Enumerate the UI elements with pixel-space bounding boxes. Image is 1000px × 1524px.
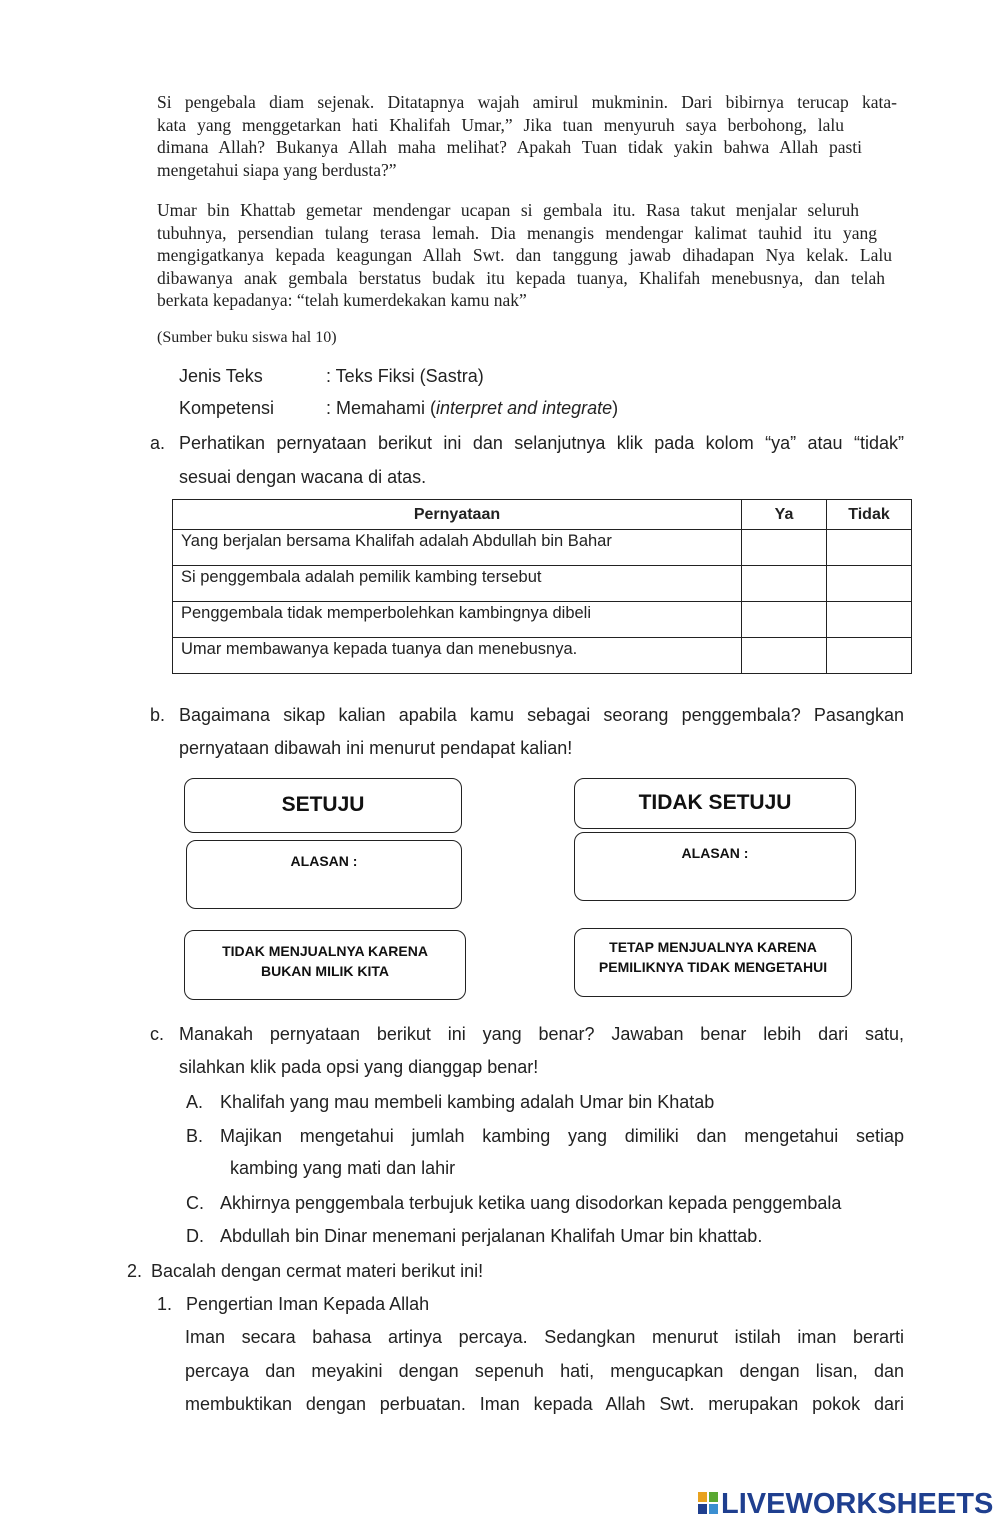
card-left-line2: BUKAN MILIK KITA <box>260 963 390 979</box>
statement-cell: Yang berjalan bersama Khalifah adalah Abdullah bin Bahar <box>173 530 742 566</box>
passage-line: mengigatkanya kepada keagungan Allah Swt. dan tanggung jawab dihadapan Nya kelak. Lalu <box>157 245 892 265</box>
setuju-box: SETUJU <box>184 778 462 833</box>
option-a[interactable] <box>186 1092 714 1113</box>
option-a-letter: A. <box>186 1092 204 1112</box>
section2-sub-number: 1. <box>157 1294 173 1314</box>
card-right-line2: PEMILIKNYA TIDAK MENGETAHUI <box>598 959 828 975</box>
option-b-line1 <box>186 1126 904 1147</box>
passage-line: mengetahui siapa yang berdusta?” <box>157 159 397 180</box>
tidak-option-cell[interactable] <box>827 530 912 566</box>
passage-line: dibawanya anak gembala berstatus budak itu kepada tuanya, Khalifah menebusnya, dan telah <box>157 267 885 288</box>
section2-number: 2. <box>127 1261 143 1281</box>
liveworksheets-logo-icon <box>697 1490 719 1516</box>
section2-body-line: Iman secara bahasa artinya percaya. Sedangkan menurut istilah iman berarti <box>185 1327 904 1347</box>
option-d[interactable] <box>186 1226 762 1247</box>
header-ya: Ya <box>742 500 827 530</box>
option-d-letter: D. <box>186 1226 204 1246</box>
option-c-text: Akhirnya penggembala terbujuk ketika uang disodorkan kepada penggembala <box>220 1193 842 1213</box>
option-c-letter: C. <box>186 1193 204 1213</box>
option-b[interactable] <box>186 1126 904 1179</box>
kompetensi-suffix: ) <box>612 398 619 418</box>
option-c[interactable] <box>186 1193 841 1214</box>
question-a-line1: Perhatikan pernyataan berikut ini dan selanjutnya klik pada kolom “ya” atau “tidak” <box>179 433 904 453</box>
passage-line: berkata kepadanya: “telah kumerdekakan kamu nak” <box>157 290 527 310</box>
tidak-option-cell[interactable] <box>827 566 912 602</box>
question-b-letter: b. <box>150 705 166 725</box>
statement-cell: Si penggembala adalah pemilik kambing tersebut <box>173 566 742 602</box>
kompetensi-prefix: : Memahami ( <box>326 398 437 418</box>
table-row <box>173 566 912 602</box>
table-header-row <box>173 500 912 530</box>
question-b-line1: Bagaimana sikap kalian apabila kamu sebagai seorang penggembala? Pasangkan <box>179 705 904 725</box>
ya-option-cell[interactable] <box>742 602 827 638</box>
passage-line: kata yang menggetarkan hati Khalifah Umar,” Jika tuan menyuruh saya berbohong, lalu <box>157 114 844 135</box>
source-citation: (Sumber buku siswa hal 10) <box>157 329 337 346</box>
table-row <box>173 530 912 566</box>
header-tidak: Tidak <box>827 500 912 530</box>
statement-cell: Penggembala tidak memperbolehkan kambingnya dibeli <box>173 602 742 638</box>
brand-name: LIVEWORKSHEETS <box>721 1488 994 1520</box>
ya-option-cell[interactable] <box>742 530 827 566</box>
question-b-line2: pernyataan dibawah ini menurut pendapat kalian! <box>179 738 573 758</box>
statement-table <box>172 499 912 674</box>
question-c-line1: Manakah pernyataan berikut ini yang benar? Jawaban benar lebih dari satu, <box>179 1024 904 1044</box>
draggable-card-right[interactable] <box>574 928 852 997</box>
kompetensi-label: Kompetensi <box>179 398 275 418</box>
passage-line: tubuhnya, persendian tulang terasa lemah. Dia menangis mendengar kalimat tauhid itu yang <box>157 222 877 243</box>
draggable-card-left[interactable] <box>184 930 466 1000</box>
alasan-right-dropzone[interactable] <box>574 832 856 901</box>
table-row <box>173 638 912 674</box>
card-left-line1: TIDAK MENJUALNYA KARENA <box>222 943 428 959</box>
question-c-line2: silahkan klik pada opsi yang dianggap benar! <box>179 1057 539 1077</box>
jenis-teks-value: : Teks Fiksi (Sastra) <box>326 366 484 386</box>
passage-line: dimana Allah? Bukanya Allah maha melihat? Apakah Tuan tidak yakin bahwa Allah pasti <box>157 137 862 157</box>
jenis-teks-label: Jenis Teks <box>179 366 263 386</box>
header-pernyataan: Pernyataan <box>173 500 742 530</box>
tidak-option-cell[interactable] <box>827 638 912 674</box>
question-a-line2: sesuai dengan wacana di atas. <box>179 467 427 487</box>
alasan-right-label: ALASAN : <box>681 845 749 861</box>
option-b-text: Majikan mengetahui jumlah kambing yang dimiliki dan mengetahui setiap <box>220 1126 904 1146</box>
tidak-setuju-box: TIDAK SETUJU <box>574 778 856 829</box>
kompetensi-value <box>326 398 618 419</box>
table-row <box>173 602 912 638</box>
question-c-letter: c. <box>150 1024 165 1044</box>
section2-sub-title: Pengertian Iman Kepada Allah <box>186 1294 430 1314</box>
statement-cell: Umar membawanya kepada tuanya dan menebusnya. <box>173 638 742 674</box>
option-b-letter: B. <box>186 1126 204 1146</box>
section2-body-line: membuktikan dengan perbuatan. Iman kepada Allah Swt. merupakan pokok dari <box>185 1394 904 1414</box>
passage-paragraph-1 <box>157 91 897 181</box>
passage-line: Si pengebala diam sejenak. Ditatapnya wajah amirul mukminin. Dari bibirnya terucap kata- <box>157 92 897 112</box>
option-a-text: Khalifah yang mau membeli kambing adalah Umar bin Khatab <box>220 1092 715 1112</box>
alasan-left-label: ALASAN : <box>290 853 358 869</box>
ya-option-cell[interactable] <box>742 638 827 674</box>
question-a-letter: a. <box>150 433 166 453</box>
alasan-left-dropzone[interactable] <box>186 840 462 909</box>
kompetensi-italic: interpret and integrate <box>436 398 613 418</box>
section2-title: Bacalah dengan cermat materi berikut ini! <box>151 1261 484 1281</box>
liveworksheets-logo <box>697 1488 993 1521</box>
passage-paragraph-2 <box>157 199 897 312</box>
option-d-text: Abdullah bin Dinar menemani perjalanan Khalifah Umar bin khattab. <box>220 1226 763 1246</box>
passage-line: Umar bin Khattab gemetar mendengar ucapan si gembala itu. Rasa takut menjalar seluruh <box>157 200 859 220</box>
tidak-option-cell[interactable] <box>827 602 912 638</box>
option-b-line2: kambing yang mati dan lahir <box>230 1158 456 1178</box>
card-right-line1: TETAP MENJUALNYA KARENA <box>609 939 817 955</box>
ya-option-cell[interactable] <box>742 566 827 602</box>
section2-body-line: percaya dan meyakini dengan sepenuh hati, mengucapkan dengan lisan, dan <box>185 1361 904 1381</box>
